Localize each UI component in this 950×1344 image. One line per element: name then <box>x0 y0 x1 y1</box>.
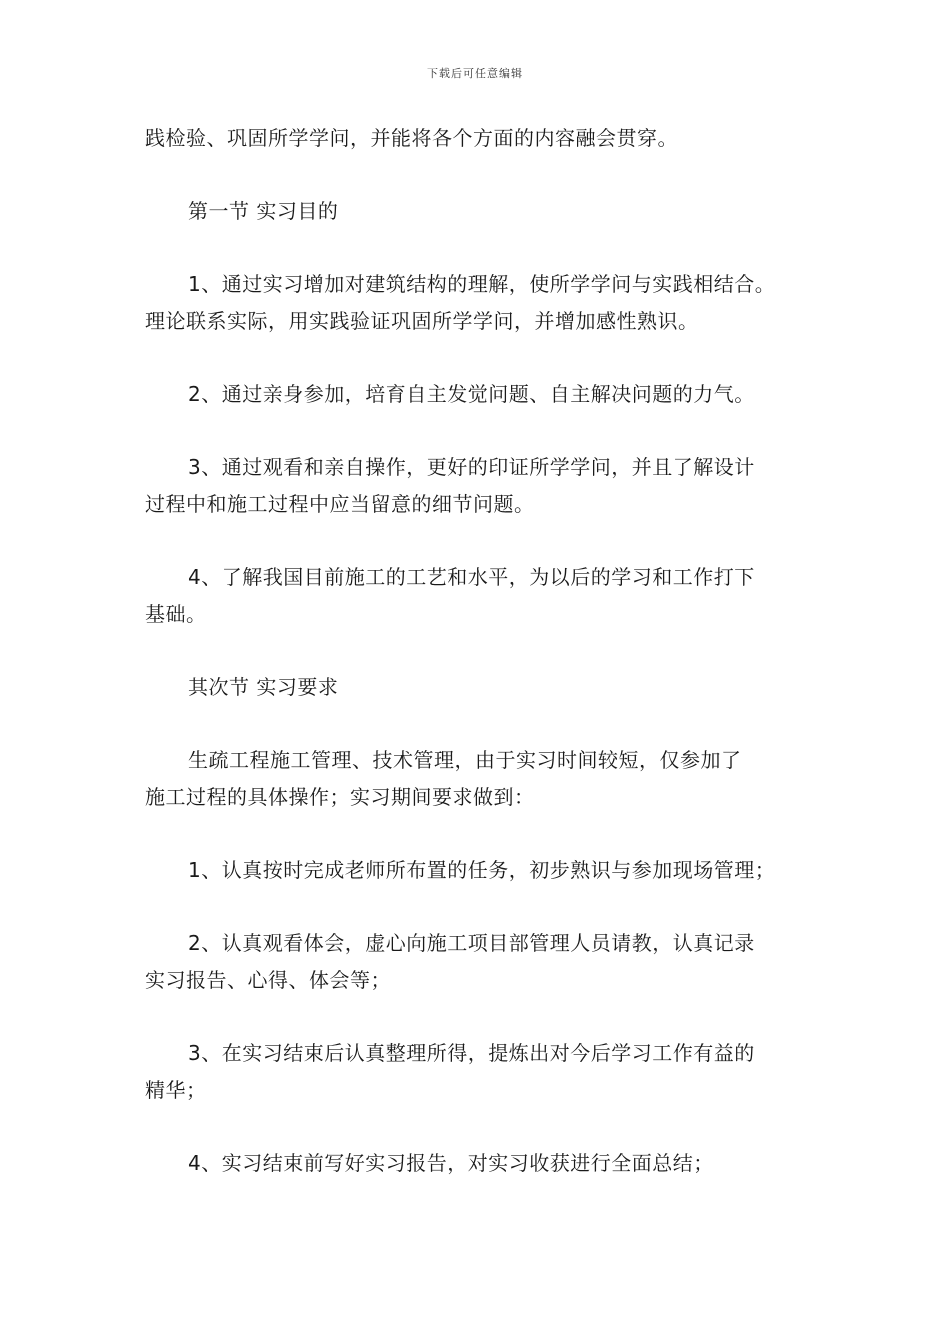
page-header: 下载后可任意编辑 <box>427 67 523 80</box>
paragraph-line: 施工过程的具体操作；实习期间要求做到： <box>145 785 535 809</box>
paragraph-line: 2、通过亲身参加，培育自主发觉问题、自主解决问题的力气。 <box>188 382 755 406</box>
requirements-intro <box>145 742 810 816</box>
paragraph-line: 2、认真观看体会，虚心向施工项目部管理人员请教，认真记录 <box>188 931 755 955</box>
section-heading: 第一节 实习目的 <box>188 199 339 223</box>
paragraph-line: 4、实习结束前写好实习报告，对实习收获进行全面总结； <box>188 1151 714 1175</box>
paragraph-line: 基础。 <box>145 602 207 626</box>
paragraph-line: 4、了解我国目前施工的工艺和水平，为以后的学习和工作打下 <box>188 565 755 589</box>
document-body <box>145 120 810 1182</box>
paragraph-line: 理论联系实际，用实践验证巩固所学学问，并增加感性熟识。 <box>145 309 699 333</box>
paragraph-line: 实习报告、心得、体会等； <box>145 968 391 992</box>
paragraph-line: 1、通过实习增加对建筑结构的理解，使所学学问与实践相结合。 <box>188 272 776 296</box>
purpose-item-1 <box>145 266 810 340</box>
purpose-item-2 <box>145 376 810 413</box>
section-heading: 其次节 实习要求 <box>188 675 339 699</box>
paragraph-line: 3、通过观看和亲自操作，更好的印证所学学问，并且了解设计 <box>188 455 755 479</box>
paragraph-line: 精华； <box>145 1078 207 1102</box>
paragraph-line: 过程中和施工过程中应当留意的细节问题。 <box>145 492 535 516</box>
paragraph-line: 3、在实习结束后认真整理所得，提炼出对今后学习工作有益的 <box>188 1041 755 1065</box>
requirement-item-3 <box>145 1035 810 1109</box>
paragraph-continuation <box>145 120 810 157</box>
paragraph-line: 1、认真按时完成老师所布置的任务，初步熟识与参加现场管理； <box>188 858 776 882</box>
purpose-item-4 <box>145 559 810 633</box>
requirement-item-2 <box>145 925 810 999</box>
requirement-item-4 <box>145 1145 810 1182</box>
section-heading-purpose <box>145 193 810 230</box>
paragraph-line: 生疏工程施工管理、技术管理，由于实习时间较短，仅参加了 <box>188 748 742 772</box>
section-heading-requirements <box>145 669 810 706</box>
purpose-item-3 <box>145 449 810 523</box>
requirement-item-1 <box>145 852 810 889</box>
paragraph-line: 践检验、巩固所学学问，并能将各个方面的内容融会贯穿。 <box>145 126 678 150</box>
